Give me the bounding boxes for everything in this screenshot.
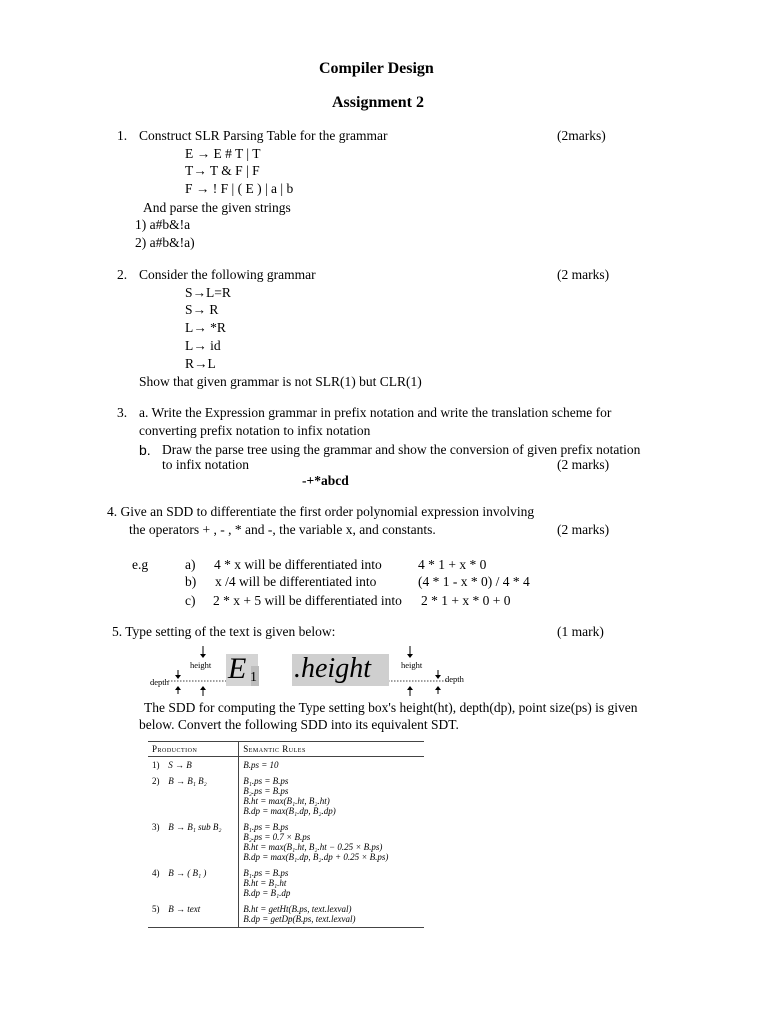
big-e-glyph: E (228, 652, 247, 685)
q4-example-expr: x /4 will be differentiated into (215, 574, 377, 589)
q2-conclusion: Show that given grammar is not SLR(1) but CLR(1) (139, 374, 422, 389)
production-header: Production (148, 742, 239, 757)
q3-part-b-line1: Draw the parse tree using the grammar and show the conversion of given prefix notation (162, 442, 641, 457)
semantic-rule: B.ht = B₁.ht (243, 878, 287, 888)
q4-example-label: c) (185, 593, 196, 608)
height-word: .height (294, 653, 371, 684)
document-subtitle: Assignment 2 (332, 94, 425, 111)
subscript-glyph: 1 (250, 670, 257, 685)
table-header-row (148, 742, 424, 757)
q1-rule: F → ! F | ( E ) | a | b (185, 181, 294, 196)
q3-expression: -+*abcd (302, 473, 349, 488)
semantic-rule: B.dp = B₁.dp (243, 888, 291, 898)
row-number: 4) (152, 868, 160, 878)
q2-rule: S→ R (185, 302, 219, 317)
q4-example-result: (4 * 1 - x * 0) / 4 * 4 (418, 574, 530, 589)
document-title: Compiler Design (319, 60, 434, 77)
q1-rule: T→ T & F | F (185, 163, 260, 178)
semantic-rules-header: Semantic Rules (239, 742, 424, 757)
q5-description-line2: below. Convert the following SDD into its equivalent SDT. (139, 717, 459, 732)
production: S → B (164, 757, 238, 774)
q4-example-result: 2 * 1 + x * 0 + 0 (421, 593, 511, 608)
table-row (148, 773, 424, 819)
semantic-rules (239, 757, 424, 774)
q1-rule: E → E # T | T (185, 146, 261, 161)
depth-label: depth (150, 677, 169, 687)
q3-part-a-line2: converting prefix notation to infix notation (139, 423, 371, 438)
semantic-rules (239, 865, 424, 901)
sdd-table (148, 741, 424, 928)
q4-example-expr: 2 * x + 5 will be differentiated into (213, 593, 402, 608)
table-row (148, 865, 424, 901)
q1-text: Construct SLR Parsing Table for the grammar (139, 128, 388, 143)
production: B → B₁ B₂ (164, 773, 238, 819)
table-row (148, 757, 424, 774)
q3-part-a-line1: a. Write the Expression grammar in prefix notation and write the translation scheme for (139, 405, 612, 420)
semantic-rule: B.dp = getDp(B.ps, text.lexval) (243, 914, 356, 924)
q2-rule: S→L=R (185, 285, 231, 300)
q5-description-line1: The SDD for computing the Type setting box's height(ht), depth(dp), point size(ps) is given (144, 700, 638, 715)
semantic-rule: B.dp = max(B₁.dp, B₂.dp + 0.25 × B.ps) (243, 852, 389, 862)
production: B → text (164, 901, 238, 928)
semantic-rules (239, 901, 424, 928)
q3-part-b-line2: to infix notation (162, 457, 249, 472)
typesetting-figure (148, 640, 468, 700)
q4-line1: 4. Give an SDD to differentiate the first order polynomial expression involving (107, 504, 535, 519)
height-label-right: height (401, 660, 423, 670)
q2-rule: R→L (185, 356, 216, 371)
height-label: height (190, 660, 212, 670)
q1-string: 1) a#b&!a (135, 217, 191, 232)
q4-marks: (2 marks) (557, 522, 610, 537)
row-number: 1) (152, 760, 160, 770)
q4-example-result: 4 * 1 + x * 0 (418, 557, 487, 572)
semantic-rule: B₂.ps = B.ps (243, 786, 289, 796)
q2-text: Consider the following grammar (139, 267, 316, 282)
q1-string: 2) a#b&!a) (135, 235, 195, 250)
table-row (148, 819, 424, 865)
q3-marks: (2 marks) (557, 457, 610, 472)
depth-label-right: depth (445, 674, 464, 684)
q4-line2: the operators + , - , * and -, the variable x, and constants. (129, 522, 436, 537)
semantic-rules (239, 819, 424, 865)
row-number: 5) (148, 901, 164, 928)
q2-rule: L→ id (185, 338, 221, 353)
semantic-rule: B₂.ps = 0.7 × B.ps (243, 832, 311, 842)
q4-example-expr: 4 * x will be differentiated into (214, 557, 382, 572)
q5-text: 5. Type setting of the text is given below: (112, 624, 336, 639)
q2-rule: L→ *R (185, 320, 226, 335)
row-number: 2) (152, 776, 160, 786)
q2-marks: (2 marks) (557, 267, 610, 282)
q2-number: 2. (117, 267, 128, 282)
semantic-rule: B.ht = getHt(B.ps, text.lexval) (243, 904, 352, 914)
row-number: 3) (152, 822, 160, 832)
semantic-rule: B.ht = max(B₁.ht, B₂.ht) (243, 796, 330, 806)
semantic-rules (239, 773, 424, 819)
semantic-rule: B.dp = max(B₁.dp, B₂.dp) (243, 806, 336, 816)
semantic-rule: B₁.ps = B.ps (243, 868, 289, 878)
production: B → B₁ sub B₂ (164, 819, 238, 865)
q1-parse-text: And parse the given strings (143, 200, 291, 215)
semantic-rule: B₁.ps = B.ps (243, 776, 289, 786)
q4-example-label: b) (185, 574, 197, 589)
q4-eg-label: e.g (132, 557, 149, 572)
semantic-rule: B.ps = 10 (243, 760, 279, 770)
semantic-rule: B₁.ps = B.ps (243, 822, 289, 832)
q5-marks: (1 mark) (557, 624, 604, 639)
production: B → ( B₁ ) (164, 865, 238, 901)
table-row (148, 901, 424, 928)
q3-number: 3. (117, 405, 128, 420)
semantic-rule: B.ht = max(B₁.ht, B₂.ht − 0.25 × B.ps) (243, 842, 383, 852)
q4-example-label: a) (185, 557, 196, 572)
q3-part-b-label: b. (139, 442, 151, 458)
q1-marks: (2marks) (557, 128, 606, 143)
q1-number: 1. (117, 128, 128, 143)
